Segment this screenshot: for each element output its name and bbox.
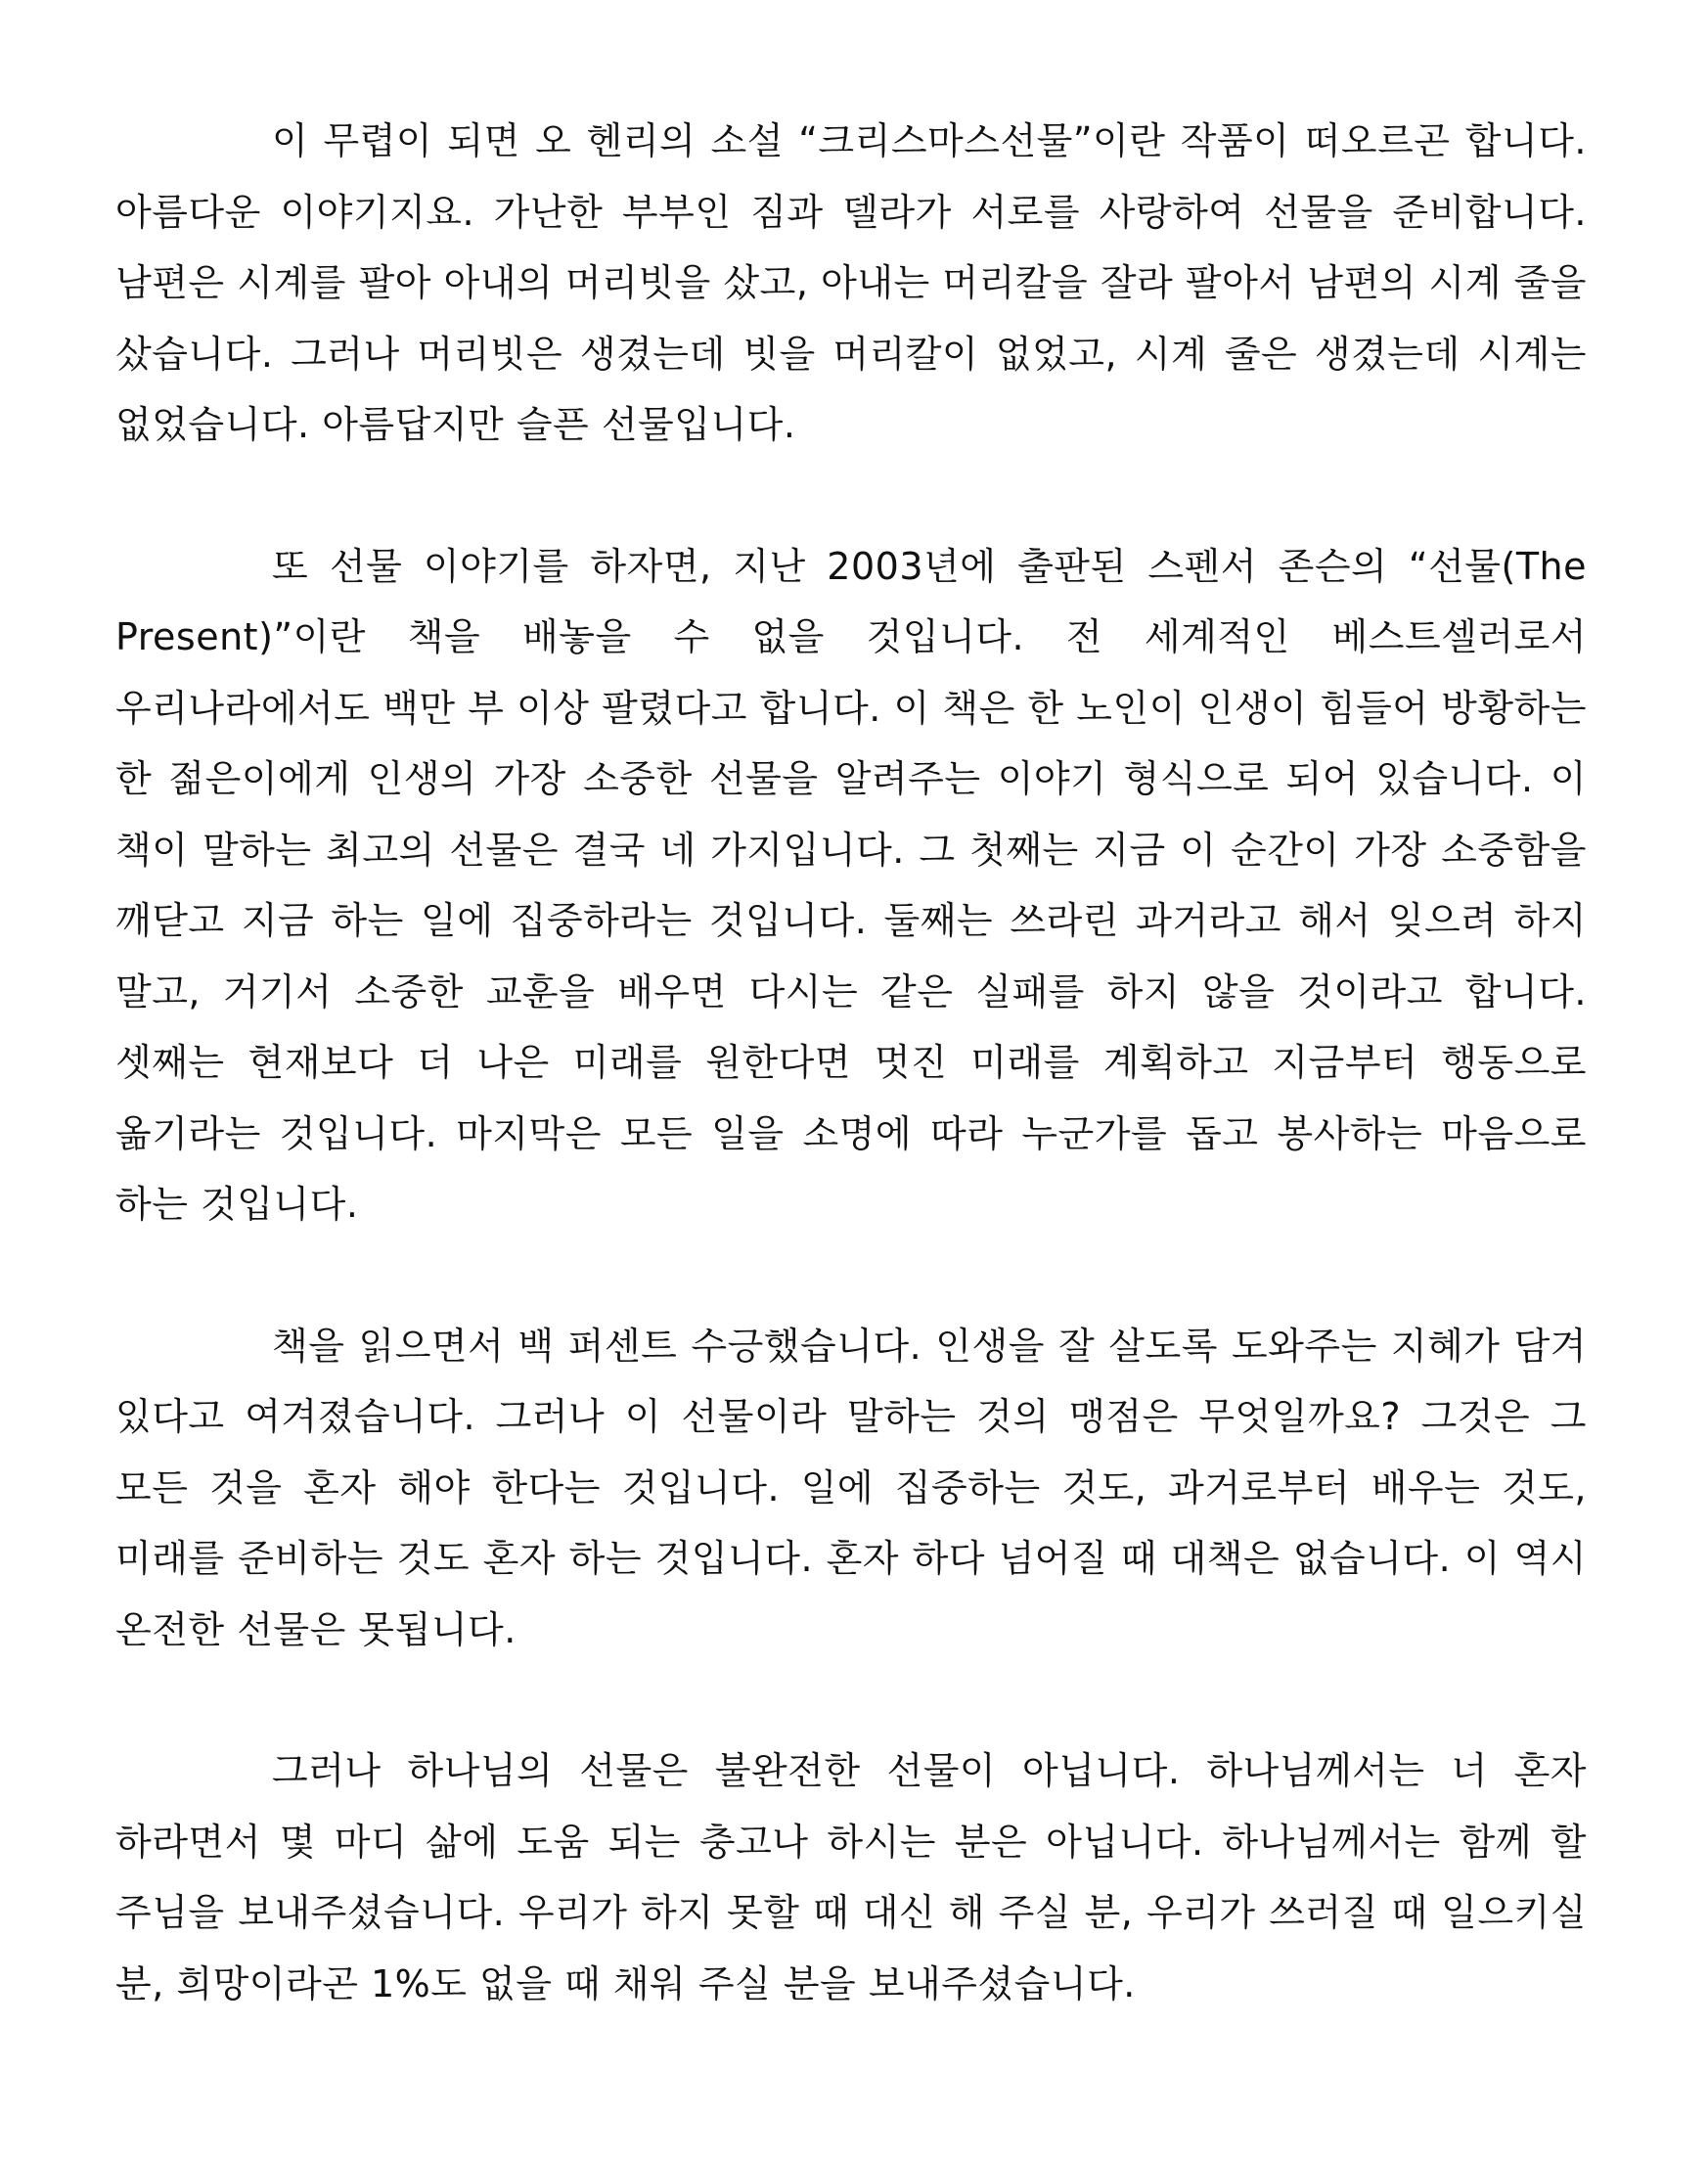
document-page bbox=[115, 106, 1587, 2019]
paragraph-1: 이 무렵이 되면 오 헨리의 소설 “크리스마스선물”이란 작품이 떠오르곤 합니다. 아름다운 이야기지요. 가난한 부부인 짐과 델라가 서로를 사랑하여 선물을 준비합니다. 남편은 시계를 팔아 아내의 머리빗을 샀고, 아내는 머리칼을 잘라 팔아서 남편의 시계 줄을 샀습니다. 그러나 머리빗은 생겼는데 빗을 머리칼이 없었고, 시계 줄은 생겼는데 시계는 없었습니다. 아름답지만 슬픈 선물입니다. bbox=[115, 119, 1587, 446]
paragraph-3: 책을 읽으면서 백 퍼센트 수긍했습니다. 인생을 잘 살도록 도와주는 지혜가 담겨 있다고 여겨졌습니다. 그러나 이 선물이라 말하는 것의 맹점은 무엇일까요? 그것은 그 모든 것을 혼자 해야 한다는 것입니다. 일에 집중하는 것도, 과거로부터 배우는 것도, 미래를 준비하는 것도 혼자 하는 것입니다. 혼자 하다 넘어질 때 대책은 없습니다. 이 역시 온전한 선물은 못됩니다. bbox=[115, 1324, 1587, 1651]
paragraph-4: 그러나 하나님의 선물은 불완전한 선물이 아닙니다. 하나님께서는 너 혼자 하라면서 몇 마디 삶에 도움 되는 충고나 하시는 분은 아닙니다. 하나님께서는 함께 할 주님을 보내주셨습니다. 우리가 하지 못할 때 대신 해 주실 분, 우리가 쓰러질 때 일으키실 분, 희망이라곤 1%도 없을 때 채워 주실 분을 보내주셨습니다. bbox=[115, 1749, 1587, 2005]
paragraph-2: 또 선물 이야기를 하자면, 지난 2003년에 출판된 스펜서 존슨의 “선물(The Present)”이란 책을 배놓을 수 없을 것입니다. 전 세계적인 베스트셀러로서 우리나라에서도 백만 부 이상 팔렸다고 합니다. 이 책은 한 노인이 인생이 힘들어 방황하는 한 젊은이에게 인생의 가장 소중한 선물을 알려주는 이야기 형식으로 되어 있습니다. 이 책이 말하는 최고의 선물은 결국 네 가지입니다. 그 첫째는 지금 이 순간이 가장 소중함을 깨닫고 지금 하는 일에 집중하라는 것입니다. 둘째는 쓰라린 과거라고 해서 잊으려 하지 말고, 거기서 소중한 교훈을 배우면 다시는 같은 실패를 하지 않을 것이라고 합니다. 셋째는 현재보다 더 나은 미래를 원한다면 멋진 미래를 계획하고 지금부터 행동으로 옮기라는 것입니다. 마지막은 모든 일을 소명에 따라 누군가를 돕고 봉사하는 마음으로 하는 것입니다. bbox=[115, 544, 1587, 1226]
